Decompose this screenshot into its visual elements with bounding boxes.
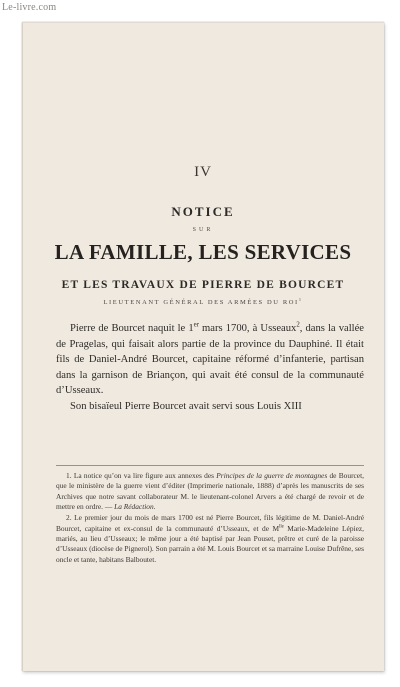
footnote-1-italic: Principes de la guerre de montagnes (216, 471, 328, 480)
footnote-2-part1: 2. Le premier jour du mois de mars 1700 est né Pierre Bourcet, fils légitime de M. Daniel-André Bourcet, capitaine et ex-consul de la communauté d’Usseaux, et de M (56, 513, 364, 533)
footnote-2 (56, 513, 364, 565)
footnote-1-part1: 1. La notice qu’on va lire figure aux annexes des (66, 471, 217, 480)
footnote-ref-1: 1 (298, 296, 303, 302)
footnote-separator (56, 465, 364, 466)
document-sheet (22, 22, 384, 671)
footnotes (56, 471, 364, 566)
body-text (56, 321, 364, 415)
footnote-1-part2: de Bourcet, que le ministère de la guerre vient d’éditer (Imprimerie nationale, 1888) d’après les manuscrits de ses Archives que notre savant collaborateur M. le lieutenant-colonel Arvers a été chargé de revoir et de mettre en ordre. — (56, 471, 364, 512)
paragraph-1-part1: Pierre de Bourcet naquit le 1 (70, 323, 194, 334)
footnote-1-signature: La Rédaction. (114, 502, 156, 512)
paragraph-2: Son bisaïeul Pierre Bourcet avait servi sous Louis XIII (70, 400, 302, 412)
rank-line-text: LIEUTENANT GÉNÉRAL DES ARMÉES DU ROI (103, 299, 299, 306)
main-title: LA FAMILLE, LES SERVICES (54, 240, 352, 264)
watermark-text: Le-livre.com (2, 2, 57, 13)
paragraph-1-part2: mars 1700, à Usseaux (198, 323, 297, 334)
paragraph-1 (56, 321, 364, 399)
rank-line (22, 296, 384, 306)
footnote-2-superscript: lle (279, 524, 284, 530)
footnote-1 (56, 471, 364, 512)
paragraph-1-part3: , dans la vallée de Pragelas, qui faisait alors partie de la province du Dauphiné. Il était fils de Daniel-André Bourcet, capitaine réformé d’infanterie, partisan dans la garnison de Briançon, qui avait été consul de la communauté d’Usseaux. (56, 323, 364, 397)
sur-heading: SUR (192, 227, 214, 233)
chapter-number: IV (194, 164, 212, 180)
notice-heading: NOTICE (171, 204, 235, 219)
subtitle: ET LES TRAVAUX DE PIERRE DE BOURCET (61, 279, 345, 291)
footnote-ref-2: 2 (296, 321, 300, 329)
footnote-2-part2: Marie-Madeleine Lépiez, mariés, au lieu d’Usseaux; le même jour a été baptisé par Jean Pouset, prêtre et curé de la paroisse d’Usseaux (diocèse de Pignerol). Son parrain a été M. Louis Bourcet et sa marraine Louise Dufrêne, ses oncle et tante, habitans Balboutet. (56, 523, 364, 564)
ordinal-superscript: er (193, 321, 199, 329)
